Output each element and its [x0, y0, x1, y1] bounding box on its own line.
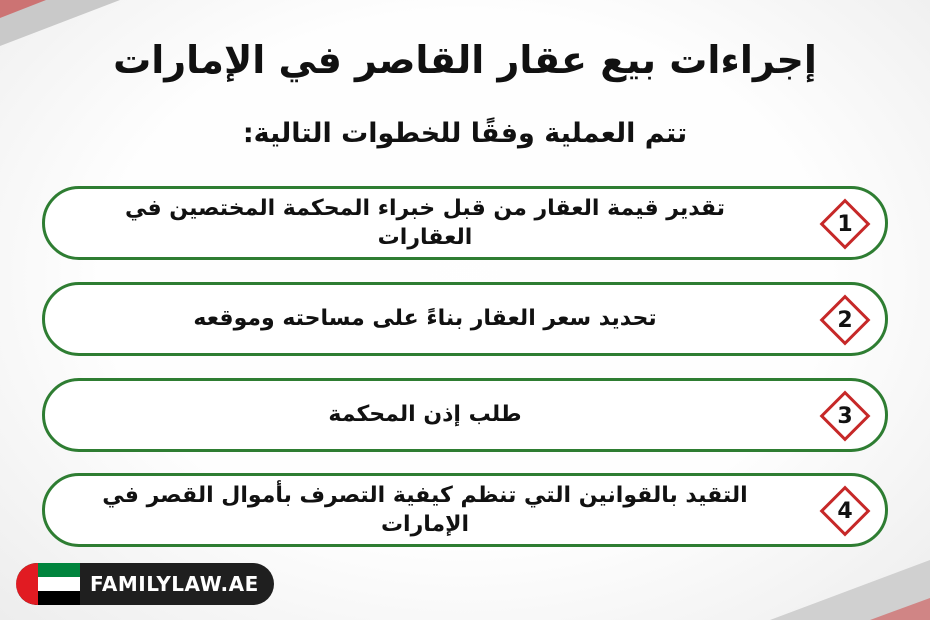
- step-item-3: [42, 378, 888, 452]
- step-number: 1: [837, 211, 853, 237]
- page-title: إجراءات بيع عقار القاصر في الإمارات: [113, 38, 817, 82]
- flag-red-band: [16, 563, 38, 605]
- step-item-4: [42, 473, 888, 547]
- uae-flag-icon: [16, 563, 80, 605]
- corner-accent-top-left: [0, 0, 46, 18]
- page-subtitle: تتم العملية وفقًا للخطوات التالية:: [242, 118, 688, 149]
- step-text: تقدير قيمة العقار من قبل خبراء المحكمة المختصين في العقارات: [124, 195, 726, 250]
- step-text: تحديد سعر العقار بناءً على مساحته وموقعه: [193, 306, 657, 332]
- step-number: 4: [837, 498, 853, 524]
- step-item-2: [42, 282, 888, 356]
- step-number-badge: [818, 197, 872, 251]
- step-text: التقيد بالقوانين التي تنظم كيفية التصرف بأموال القصر في الإمارات: [102, 482, 748, 537]
- brand-label: FAMILYLAW.AE: [90, 572, 259, 596]
- step-number-badge: [818, 293, 872, 347]
- step-number-badge: [818, 389, 872, 443]
- step-number-badge: [818, 484, 872, 538]
- step-item-1: [42, 186, 888, 260]
- step-number: 2: [837, 307, 853, 333]
- corner-accent-bottom-right: [870, 598, 930, 620]
- step-text: طلب إذن المحكمة: [328, 402, 522, 428]
- brand-badge[interactable]: [16, 563, 274, 605]
- step-number: 3: [837, 403, 853, 429]
